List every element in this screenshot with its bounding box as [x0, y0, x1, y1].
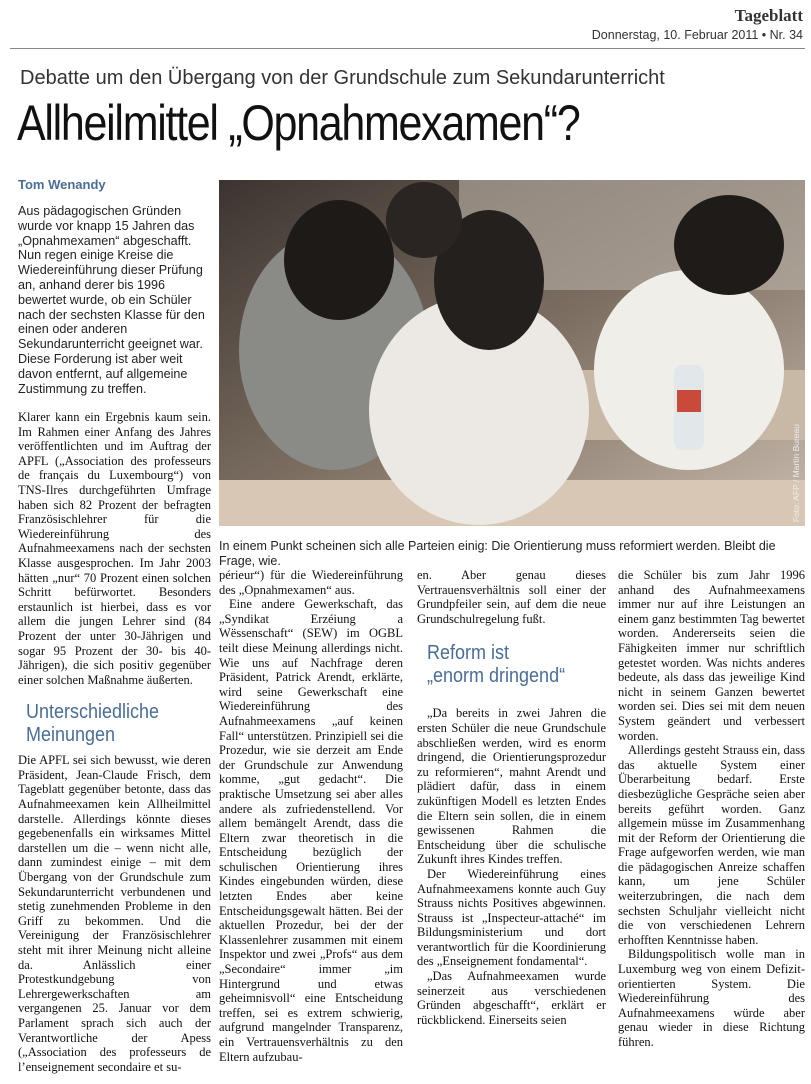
column-1: [18, 410, 211, 1074]
masthead: [592, 6, 803, 42]
headline: Allheilmittel „Opnahmexamen“?: [17, 95, 580, 151]
paragraph: „Das Aufnahmeexamen wurde seinerzeit aus verschiedenen Gründen abgeschafft“, erklärt er rückblickend. Einerseits seien: [417, 969, 606, 1027]
photo-caption: In einem Punkt scheinen sich alle Parteien einig: Die Orientierung muss reformiert werden. Bleibt die Frage, wie.: [219, 539, 776, 568]
exam-classroom-photo: [219, 180, 805, 526]
paragraph: Der Wiedereinführung eines Aufnahmeexamens konnte auch Guy Strauss nichts Positives abgewinnen. Strauss ist „Inspecteur-attaché“ im Bildungsministerium und dort verantwortlich für die Koordinierung des „Enseignement fondamental“.: [417, 866, 606, 969]
subheading-line: Meinungen: [26, 724, 116, 747]
paragraph: Eine andere Gewerkschaft, das „Syndikat Erzéiung a Wëssenschaft“ (SEW) im OGBL teilt diese Meinung allerdings nicht. Wie uns auf Nachfrage deren Präsident, Patrick Arendt, erklärte, wird seine Gewerkschaft eine Wiedereinführung des Aufnahmeexamens „auf keinen Fall“ unterstützen. Prinzipiell sei die Prozedur, wie sie derzeit am Ende der Grundschule zur Anwendung komme, „gut gedacht“. Die praktische Umsetzung sei aber alles andere als zufriedenstellend. Vor allem bemängelt Arendt, dass die Eltern zwar theoretisch in die Entscheidung bezüglich der schulischen Orientierung ihres Kindes eingebunden würden, diese letzten Endes aber keine Entscheidungsgewalt hätten. Bei der aktuellen Prozedur, bei der der Klassenlehrer zusammen mit einem Inspektor und zwei „Profs“ aus dem „Secondaire“ immer „im Hintergrund und etwas geheimnisvoll“ eine Entscheidung treffen, sei es extrem schwierig, aufgrund mangelnder Transparenz, ein Vertrauensverhältnis zu den Eltern aufzubau-: [219, 597, 403, 1064]
subheading-line: Reform ist: [427, 642, 510, 665]
paragraph: Klarer kann ein Ergebnis kaum sein. Im Rahmen einer Anfang des Jahres veröffentlichten und im Auftrag der APFL („Association des professeurs de français du Luxembourg“) von TNS-Ilres durchgeführten Umfrage haben sich 82 Prozent der befragten Französischlehrer für die Wiedereinführung des Aufnahmeexamens nach der sechsten Klasse ausgesprochen. Im Jahr 2003 hätten „nur“ 70 Prozent einen solchen Schritt befürwortet. Besonders erstaunlich ist hierbei, dass es vor allem die jungen Lehrer sind (84 Prozent der unter 30-Jährigen und sogar 95 Prozent der 30- bis 40-Jährigen), die sich positiv gegenüber einer solchen Maßnahme äußerten.: [18, 410, 211, 687]
subheading-line: Unterschiedliche: [26, 701, 160, 724]
paragraph: Bildungspolitisch wolle man in Luxemburg weg von einem Defizit-orientierten System. Die Wiedereinführung des Aufnahmeexamens würde aber genau wieder in diese Richtung führen.: [618, 947, 805, 1049]
paragraph: en. Aber genau dieses Vertrauensverhältnis soll einer der Grundpfeiler sein, auf dem die neue Grundschulregelung fußt.: [417, 568, 606, 626]
kicker: Debatte um den Übergang von der Grundschule zum Sekundarunterricht: [20, 67, 665, 89]
lead-text: Aus pädagogischen Gründen wurde vor knapp 15 Jahren das „Opnahmexamen“ abgeschafft. Nun regen einige Kreise die Wiedereinführung dieser Prüfung an, anhand derer bis 1996 bewertet wurde, ob ein Schüler nach der sechsten Klasse für den einen oder anderen Sekundarunterricht geeignet war. Diese Forderung ist aber weit davon entfernt, auf allgemeine Zustimmung zu treffen.: [18, 204, 205, 396]
photo-credit: Foto: AFP / Martin Bureau: [791, 423, 801, 522]
newspaper-brand: Tageblatt: [734, 6, 803, 25]
subheading: [417, 642, 606, 688]
paragraph: die Schüler bis zum Jahr 1996 anhand des Aufnahmeexamens immer nur auf ihre Leistungen an einem ganz bestimmten Tag bewertet worden. Andererseits seien die Fähigkeiten immer nur schriftlich getestet worden. Was nichts anderes bedeute, als dass das jeweilige Kind nicht in seinem Ganzen bewertet worden sei. Dies sei mit dem neuen System geändert und verbessert worden.: [618, 568, 805, 743]
paragraph: „Da bereits in zwei Jahren die ersten Schüler die neue Grundschule abschließen werden, wird es enorm dringend, die Orientierungsprozedur zu reformieren“, mahnt Arendt und plädiert dafür, dass in einem zukünftigen Modell es letzten Endes die Eltern sein sollen, die in einem gewissenen Rahmen die Entscheidung über die schulische Zukunft ihres Kindes treffen.: [417, 706, 606, 867]
column-4: [618, 568, 805, 1050]
header-rule: [10, 48, 805, 49]
paragraph: Allerdings gesteht Strauss ein, dass das aktuelle System einer Überarbeitung bedarf. Erste diesbezügliche Gespräche seien aber bereits geführt worden. Ganz allgemein müsse im Zusammenhang mit der Reform der Orientierung die Frage aufgeworfen werden, wie man die pädagogischen Anreize schaffen kann, um jene Schüler weiterzubringen, die nach dem sechsten Schuljahr vielleicht nicht die von verschiedenen Lehrern erhofften Kenntnisse haben.: [618, 743, 805, 947]
article-photo: [219, 180, 805, 526]
subheading: [18, 701, 211, 747]
author-byline: Tom Wenandy: [18, 177, 106, 192]
subheading-line: „enorm dringend“: [427, 665, 566, 688]
lead-paragraph: [18, 204, 211, 396]
column-2: [219, 568, 403, 1064]
dateline: Donnerstag, 10. Februar 2011 • Nr. 34: [591, 28, 803, 42]
paragraph: Die APFL sei sich bewusst, wie deren Präsident, Jean-Claude Frisch, dem Tageblatt gegenüber betonte, dass das Aufnahmeexamen kein Allheilmittel darstelle. Allerdings könnte dieses gegebenenfalls ein wirksames Mittel darstellen um die – wenn nicht alle, dann zumindest einige – mit dem Übergang von der Grundschule zum Sekundarunterricht verbundenen und stetig zunehmenden Probleme in den Griff zu bekommen. Und die Vereinigung der Französischlehrer steht mit ihrer Meinung nicht alleine da. Anlässlich einer Protestkundgebung von Lehrergewerkschaften am vergangenen 25. Januar vor dem Parlament sprach sich auch der Verantwortliche der Apess („Association des professeurs de l’enseignement secondaire et su-: [18, 753, 211, 1074]
paragraph: périeur“) für die Wiedereinführung des „Opnahmexamen“ aus.: [219, 568, 403, 597]
column-3: [417, 568, 606, 1027]
